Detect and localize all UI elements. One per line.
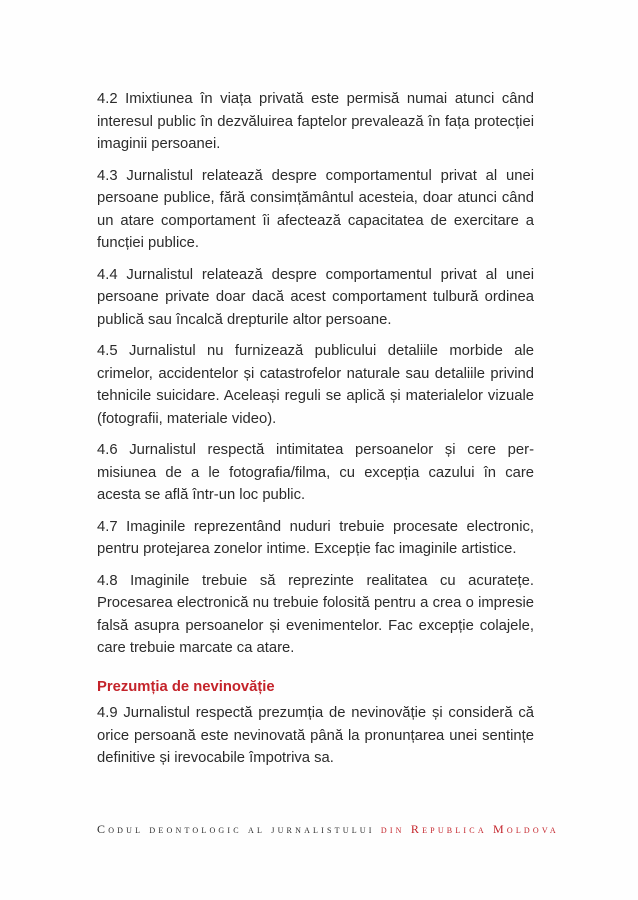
running-footer bbox=[97, 822, 559, 837]
main-content bbox=[97, 88, 534, 779]
footer-preposition: din bbox=[380, 822, 405, 836]
paragraph-4-3: 4.3 Jurnalistul relatează despre comportamentul privat al unei persoane publice, fără consimțământul acesteia, doar atunci când un atare comportament îi afectează capacitatea de exercitare a funcției publice. bbox=[97, 167, 534, 251]
paragraph-4-9: 4.9 Jurnalistul respectă prezumția de nevinovăție și consideră că orice persoană este nevinovată până la pronunțarea unei sentințe definitive și irevocabile împotriva sa. bbox=[97, 705, 534, 766]
footer-title: Codul deontologic al jurnalistului bbox=[97, 822, 375, 836]
paragraph-4-6: 4.6 Jurnalistul respectă intimitatea persoanelor și cere permisiunea de a le fotografia/filma, cu excepția cazului în care acesta se află într-un loc public. bbox=[97, 442, 534, 503]
paragraph-4-8: 4.8 Imaginile trebuie să reprezinte realitatea cu acuratețe. Procesarea electronică nu trebuie folosită pentru a crea o impresie falsă asupra persoanelor și evenimentelor. Fac excepție colajele, care trebuie marcate ca atare. bbox=[97, 572, 534, 656]
paragraph-4-2: 4.2 Imixtiunea în viața privată este permisă numai atunci când interesul public în dezvăluirea faptelor prevalează în fața protecției imaginii persoanei. bbox=[97, 91, 534, 152]
paragraph-4-5: 4.5 Jurnalistul nu furnizează publicului detaliile morbide ale crimelor, accidentelor și catastrofelor naturale sau detaliile privind tehnicile suicidare. Aceleași reguli se aplică și materialelor vizuale (fotografii, materiale video). bbox=[97, 343, 534, 427]
paragraph-4-7: 4.7 Imaginile reprezentând nuduri trebuie procesate electronic, pentru protejarea zonelor intime. Excepție fac imaginile artistice. bbox=[97, 518, 534, 557]
footer-country: Republica Moldova bbox=[410, 822, 559, 836]
paragraph-4-4: 4.4 Jurnalistul relatează despre comportamentul privat al unei persoane private doar dacă acest comportament tulbură ordinea publică sau încalcă drepturile altor persoane. bbox=[97, 266, 534, 328]
section-heading: Prezumția de nevinovăție bbox=[97, 678, 275, 695]
